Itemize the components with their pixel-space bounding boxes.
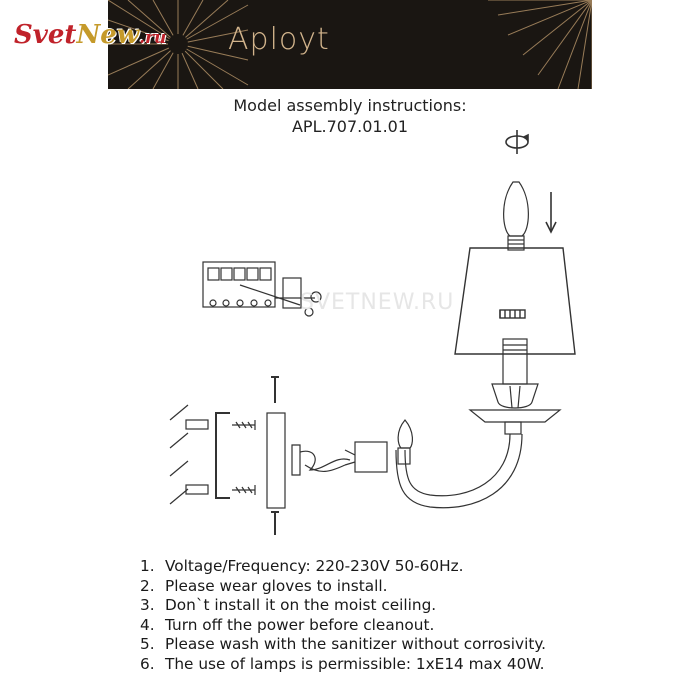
title-line2: APL.707.01.01 <box>291 117 409 136</box>
logo-part2: New <box>76 20 140 50</box>
header-banner <box>108 0 592 89</box>
logo-part1: Svet <box>14 20 77 50</box>
title-line1: Model assembly instructions: <box>233 96 467 115</box>
mount-screws <box>271 377 279 535</box>
instruction-item: 2. Please wear gloves to install. <box>140 576 388 595</box>
sunburst-decoration <box>108 0 592 89</box>
instruction-item: 5. Please wash with the sanitizer without corrosivity. <box>140 635 547 654</box>
mount-bracket <box>292 442 387 475</box>
watermark: SVETNEW.RU <box>300 290 455 315</box>
down-arrow-icon <box>546 192 556 232</box>
instruction-item: 4. Turn off the power before cleanout. <box>140 615 435 634</box>
instruction-item: 1. Voltage/Frequency: 220-230V 50-60Hz. <box>140 557 464 575</box>
logo-part3: .ru <box>139 28 167 48</box>
wall-plate <box>170 405 285 508</box>
instruction-list <box>140 557 546 675</box>
candle-bulb <box>504 182 529 250</box>
svetnew-logo <box>14 20 166 50</box>
instruction-item: 6. The use of lamps is permissible: 1xE14 max 40W. <box>140 654 545 673</box>
lamp-shade <box>455 248 575 354</box>
rotate-icon <box>506 130 528 154</box>
lamp-body <box>396 339 560 508</box>
brand-name: Aployt <box>228 22 330 57</box>
assembly-diagram <box>0 130 700 550</box>
instruction-item: 3. Don`t install it on the moist ceiling. <box>140 596 437 615</box>
